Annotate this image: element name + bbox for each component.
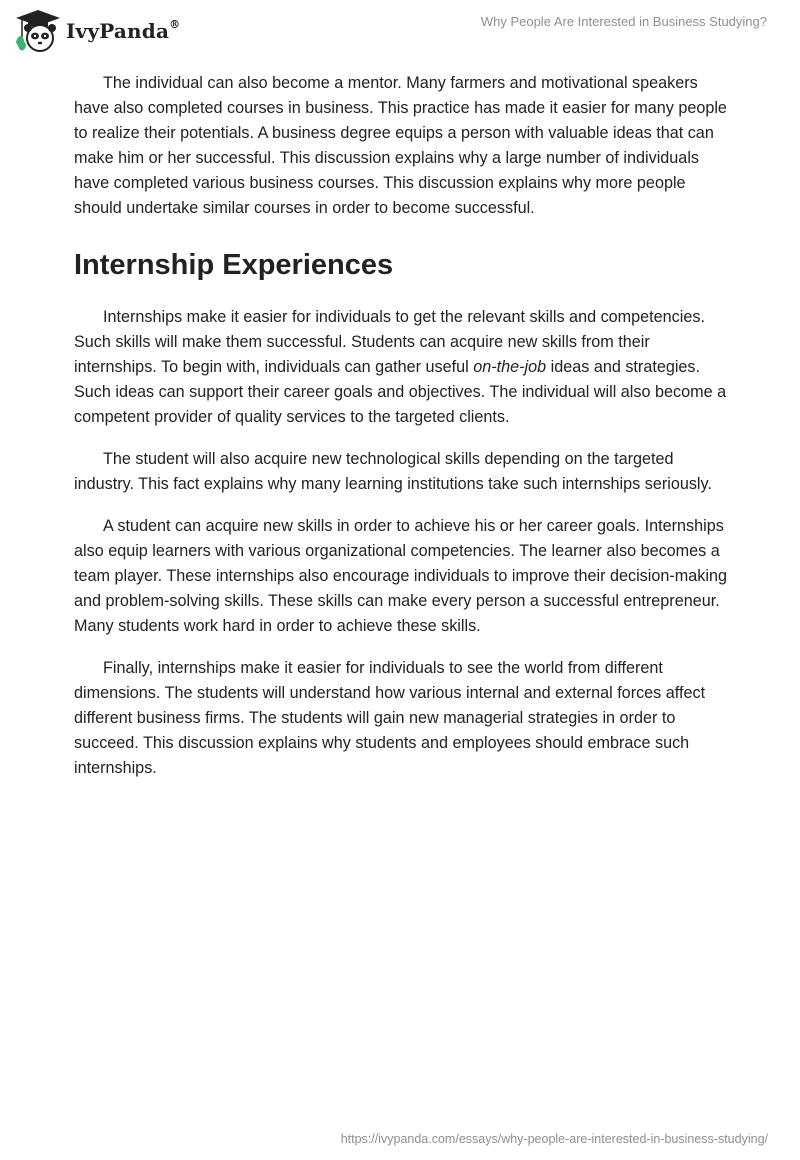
paragraph-internship-3: A student can acquire new skills in order to achieve his or her career goals. Internships also equip learners with various organizational competencies. The learner also becomes a team player. These internships also encourage individuals to improve their decision-making and problem-solving skills. These skills can make every person a successful entrepreneur. Many students work hard in order to achieve these skills. xyxy=(74,517,727,635)
essay-content xyxy=(74,71,734,798)
panda-graduation-cap-icon xyxy=(14,8,62,54)
page-header xyxy=(0,0,800,60)
source-url[interactable]: https://ivypanda.com/essays/why-people-are-interested-in-business-studying/ xyxy=(340,1132,768,1146)
logo-wordmark: IvyPanda® xyxy=(66,18,181,43)
ivypanda-logo[interactable] xyxy=(14,8,180,54)
paragraph-internship-2: The student will also acquire new technological skills depending on the targeted industry. This fact explains why many learning institutions take such internships seriously. xyxy=(74,450,712,493)
document-title: Why People Are Interested in Business Studying? xyxy=(480,14,767,29)
paragraph-internship-1: Internships make it easier for individuals to get the relevant skills and competencies. Such skills will make them successful. Students can acquire new skills from their internships. To begin with, individuals can gather useful on-the-job ideas and strategies. Such ideas can support their career goals and objectives. The individual will also become a competent provider of quality services to the targeted clients. xyxy=(74,308,727,426)
italic-term: on-the-job xyxy=(473,358,547,376)
paragraph-internship-4: Finally, internships make it easier for individuals to see the world from different dimensions. The students will understand how various internal and external forces affect different business firms. The students will gain new managerial strategies in order to succeed. This discussion explains why students and employees should embrace such internships. xyxy=(74,659,706,777)
paragraph-intro: The individual can also become a mentor. Many farmers and motivational speakers have also completed courses in business. This practice has made it easier for many people to realize their potentials. A business degree equips a person with valuable ideas that can make him or her successful. This discussion explains why a large number of individuals have completed various business courses. This discussion explains why more people should undertake similar courses in order to become successful. xyxy=(74,74,727,217)
section-heading: Internship Experiences xyxy=(74,249,394,281)
